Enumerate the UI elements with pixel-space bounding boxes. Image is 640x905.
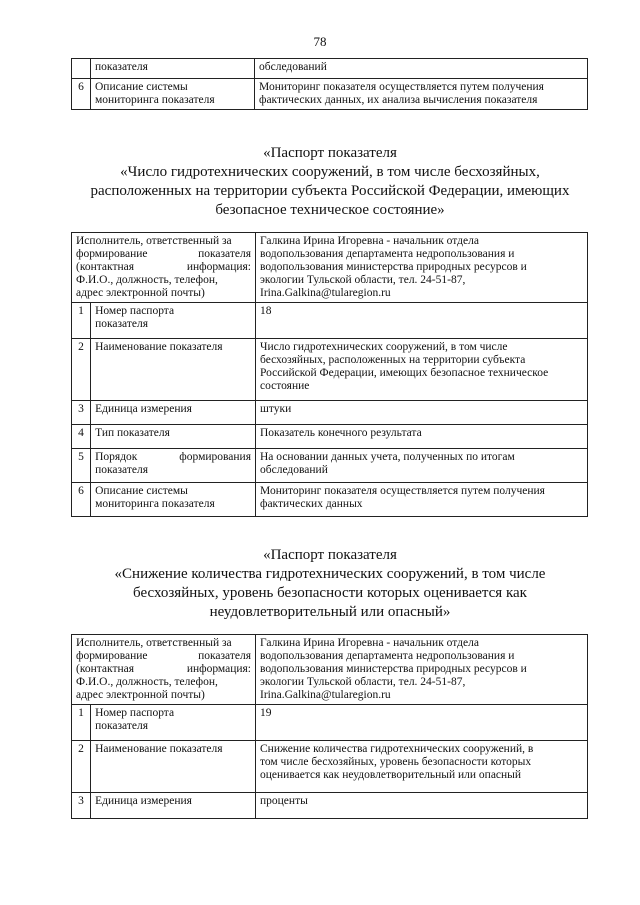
value-line: экологии Тульской области, тел. 24-51-87, (260, 274, 466, 286)
value-line: На основании данных учета, полученных по итогам (260, 451, 515, 463)
value-line: Галкина Ирина Игоревна - начальник отдела (260, 637, 479, 649)
table-row (72, 303, 588, 339)
title-line: расположенных на территории субъекта Российской Федерации, имеющих (90, 183, 570, 199)
table-row (72, 705, 588, 741)
label-word: формирования (179, 451, 251, 463)
row-number-cell: 1 (72, 705, 91, 741)
label-word: формирование (76, 248, 148, 260)
label-line: показателя (95, 720, 149, 732)
label-line: показателя (95, 318, 149, 330)
row-label-cell (91, 79, 255, 110)
value-line: Российской Федерации, имеющих безопасное техническое (260, 367, 549, 379)
title-line: «Паспорт показателя (263, 145, 397, 161)
row-number-cell: 5 (72, 449, 91, 483)
label-word: (контактная (76, 663, 135, 675)
row-number-cell: 3 (72, 401, 91, 425)
value-line: Число гидротехнических сооружений, в том числе (260, 341, 508, 353)
label-line: Описание системы (95, 485, 188, 497)
executor-label-cell (72, 233, 256, 303)
label-line: мониторинга показателя (95, 498, 215, 510)
value-line: обследований (260, 464, 328, 476)
row-label-cell (91, 303, 256, 339)
continuation-table (71, 58, 588, 110)
row-number-cell: 2 (72, 339, 91, 401)
executor-label-cell (72, 635, 256, 705)
table-row (72, 401, 588, 425)
label-line: Исполнитель, ответственный за (76, 235, 232, 247)
label-line: показателя (95, 464, 149, 476)
label-word: информация: (186, 261, 251, 273)
value-line: водопользования департамента недропользования и (260, 650, 515, 662)
row-value-cell (256, 401, 588, 425)
executor-row (72, 635, 588, 705)
row-number-cell: 3 (72, 793, 91, 819)
title-line: безопасное техническое состояние» (215, 202, 445, 218)
value-line: фактических данных (260, 498, 363, 510)
title-line: неудовлетворительный или опасный» (209, 604, 451, 620)
value-line: Irina.Galkina@tularegion.ru (260, 689, 391, 701)
table-row (72, 741, 588, 793)
row-value-cell (256, 425, 588, 449)
value-line: Мониторинг показателя осуществляется путем получения (260, 485, 545, 497)
value-line: Снижение количества гидротехнических сооружений, в (260, 743, 534, 755)
row-label-cell (91, 425, 256, 449)
row-label-cell (91, 449, 256, 483)
label-line: мониторинга показателя (95, 94, 215, 106)
table-row (72, 59, 588, 79)
label-word: информация: (186, 663, 251, 675)
row-number-cell: 4 (72, 425, 91, 449)
label-line: Ф.И.О., должность, телефон, (76, 676, 218, 688)
label-line: Описание системы (95, 81, 188, 93)
value-line: проценты (260, 795, 308, 807)
row-label-cell (91, 705, 256, 741)
label-word: Порядок (95, 451, 138, 463)
label-word: формирование (76, 650, 148, 662)
value-line: 18 (260, 305, 272, 317)
row-value-cell (256, 483, 588, 517)
row-value-cell (256, 705, 588, 741)
row-number-cell (72, 59, 91, 79)
label-line: Исполнитель, ответственный за (76, 637, 232, 649)
row-value-cell (256, 303, 588, 339)
value-line: водопользования министерства природных ресурсов и (260, 663, 527, 675)
label-line (76, 248, 251, 261)
label-word: показателя (198, 248, 251, 260)
value-line: бесхозяйных, расположенных на территории субъекта (260, 354, 526, 366)
row-value-cell (256, 449, 588, 483)
label-line: Номер паспорта (95, 707, 175, 719)
row-value-cell (256, 793, 588, 819)
label-line (76, 663, 251, 676)
label-word: (контактная (76, 261, 135, 273)
title-line: «Число гидротехнических сооружений, в том числе бесхозяйных, (120, 164, 540, 180)
row-number-cell: 2 (72, 741, 91, 793)
value-line: штуки (260, 403, 292, 415)
label-line: адрес электронной почты) (76, 287, 205, 299)
row-value-cell (255, 79, 588, 110)
row-label-cell (91, 483, 256, 517)
passport-2-title (60, 546, 600, 622)
value-line: оценивается как неудовлетворительный или опасный (260, 769, 522, 781)
row-value-cell: обследований (255, 59, 588, 79)
label-line: Номер паспорта (95, 305, 175, 317)
executor-row (72, 233, 588, 303)
value-line: состояние (260, 380, 310, 392)
value-line: Irina.Galkina@tularegion.ru (260, 287, 391, 299)
table-row (72, 793, 588, 819)
row-label-cell: показателя (91, 59, 255, 79)
label-line: Тип показателя (95, 427, 170, 439)
row-value-cell (256, 741, 588, 793)
label-line: Единица измерения (95, 795, 192, 807)
value-line: Галкина Ирина Игоревна - начальник отдела (260, 235, 479, 247)
value-line: том числе бесхозяйных, уровень безопасности которых (260, 756, 532, 768)
table-row (72, 79, 588, 110)
table-row (72, 339, 588, 401)
value-line: Мониторинг показателя осуществляется путем получения (259, 81, 544, 93)
passport-1-table (71, 232, 588, 517)
label-line: адрес электронной почты) (76, 689, 205, 701)
label-line (95, 451, 251, 464)
row-number-cell: 6 (72, 79, 91, 110)
value-line: водопользования департамента недропользования и (260, 248, 515, 260)
label-line: Наименование показателя (95, 341, 223, 353)
row-number-cell: 6 (72, 483, 91, 517)
title-line: бесхозяйных, уровень безопасности которых оценивается как (133, 585, 527, 601)
executor-value-cell (256, 233, 588, 303)
row-label-cell (91, 339, 256, 401)
row-number-cell: 1 (72, 303, 91, 339)
label-word: показателя (198, 650, 251, 662)
label-line: Единица измерения (95, 403, 192, 415)
label-line (76, 650, 251, 663)
page-number: 78 (313, 34, 327, 49)
label-line (76, 261, 251, 274)
value-line: 19 (260, 707, 272, 719)
passport-2-table (71, 634, 588, 819)
value-line: Показатель конечного результата (260, 427, 422, 439)
value-line: экологии Тульской области, тел. 24-51-87, (260, 676, 466, 688)
label-line: Ф.И.О., должность, телефон, (76, 274, 218, 286)
row-label-cell (91, 793, 256, 819)
value-line: фактических данных, их анализа вычисления показателя (259, 94, 538, 106)
title-line: «Паспорт показателя (263, 547, 397, 563)
executor-value-cell (256, 635, 588, 705)
passport-1-title (60, 144, 600, 220)
value-line: водопользования министерства природных ресурсов и (260, 261, 527, 273)
table-row (72, 449, 588, 483)
title-line: «Снижение количества гидротехнических сооружений, в том числе (114, 566, 546, 582)
row-label-cell (91, 741, 256, 793)
label-line: Наименование показателя (95, 743, 223, 755)
table-row (72, 425, 588, 449)
row-value-cell (256, 339, 588, 401)
table-row (72, 483, 588, 517)
row-label-cell (91, 401, 256, 425)
